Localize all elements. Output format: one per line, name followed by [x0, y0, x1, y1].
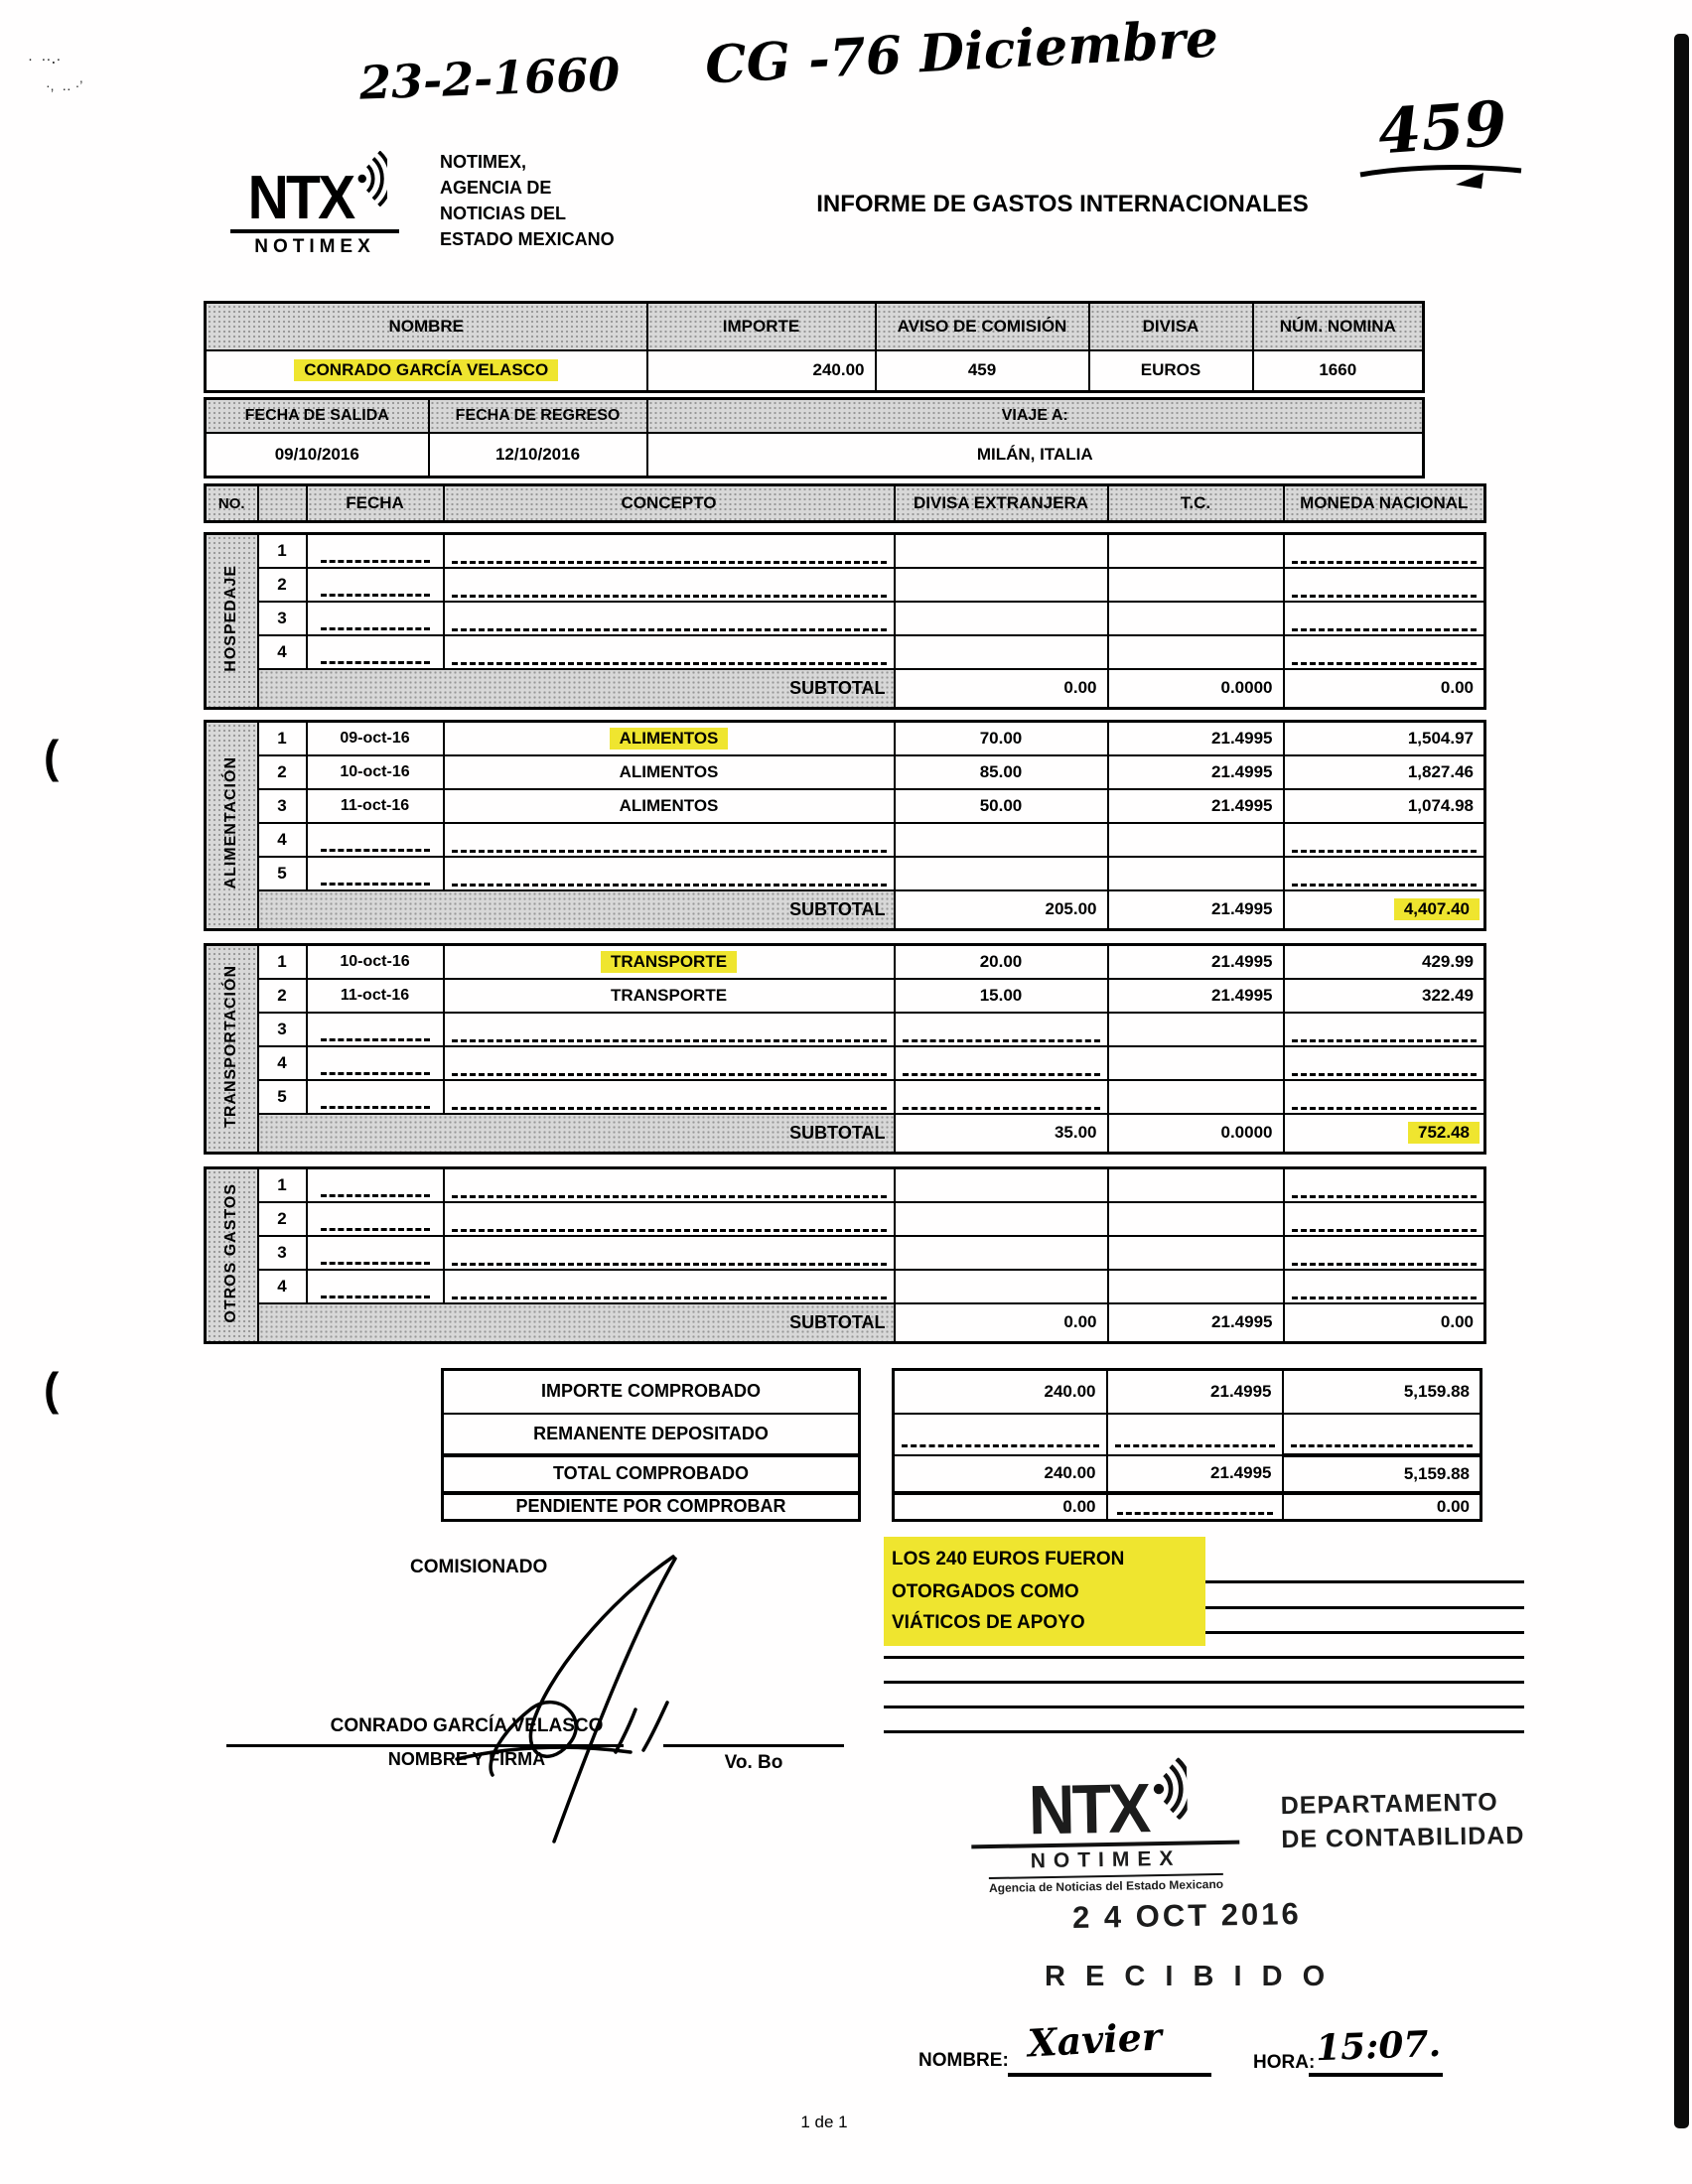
td-fecha: 09-oct-16: [307, 722, 444, 755]
td-concepto: [444, 1236, 895, 1270]
section-label: HOSPEDAJE: [206, 534, 258, 709]
summary-label: PENDIENTE POR COMPROBAR: [443, 1493, 860, 1521]
td-no: 1: [258, 945, 307, 979]
info-table: [204, 301, 1425, 393]
nombre-firma-caption: NOMBRE Y FIRMA: [387, 1749, 546, 1769]
td-fecha: [307, 1168, 444, 1202]
vobo-line: [663, 1744, 844, 1747]
summary-label: TOTAL COMPROBADO: [443, 1455, 860, 1493]
td-moneda: [1284, 823, 1485, 857]
summary-moneda: 5,159.88: [1283, 1455, 1481, 1493]
summary-tc: 21.4995: [1107, 1455, 1283, 1493]
td-concepto: [444, 823, 895, 857]
td-divisa: [895, 857, 1108, 890]
subtotal-label: SUBTOTAL: [258, 669, 895, 709]
subtotal-divisa: 205.00: [895, 890, 1108, 930]
section-label: OTROS GASTOS: [206, 1168, 258, 1343]
scan-paren-mark: (: [44, 1363, 60, 1415]
subtotal-label: SUBTOTAL: [258, 890, 895, 930]
td-tc: [1108, 568, 1284, 602]
td-concepto: [444, 1013, 895, 1046]
td-no: 2: [258, 979, 307, 1013]
section-label: ALIMENTACIÓN: [206, 722, 258, 930]
info-nombre: [206, 350, 647, 392]
subtotal-label: SUBTOTAL: [258, 1114, 895, 1154]
td-concepto: [444, 568, 895, 602]
ntx-logo-name: NOTIMEX: [230, 229, 399, 258]
info-header-nomina: NÚM. NOMINA: [1253, 303, 1424, 350]
highlighted-concepto: TRANSPORTE: [601, 951, 737, 973]
td-concepto: [444, 857, 895, 890]
note-area: [884, 1537, 1524, 1745]
subtotal-divisa: 35.00: [895, 1114, 1108, 1154]
td-tc: 21.4995: [1108, 755, 1284, 789]
td-moneda: 1,074.98: [1284, 789, 1485, 823]
info-header-nombre: NOMBRE: [206, 303, 647, 350]
td-fecha: [307, 635, 444, 669]
ntx-logo-tagline: Agencia de Noticias del Estado Mexicano: [989, 1873, 1223, 1895]
expense-header-row: [204, 483, 1486, 523]
received-nombre-line: [1008, 2073, 1211, 2077]
department-line2: DE CONTABILIDAD: [1281, 1821, 1525, 1854]
arrow-underline: [1356, 159, 1535, 195]
td-tc: [1108, 1046, 1284, 1080]
td-tc: [1108, 602, 1284, 635]
td-concepto: [444, 1080, 895, 1114]
vobo-label: Vo. Bo: [724, 1752, 783, 1773]
td-no: 3: [258, 1236, 307, 1270]
subtotal-label: SUBTOTAL: [258, 1303, 895, 1343]
col-header-no: NO.: [206, 485, 258, 522]
col-header-tc: T.C.: [1108, 485, 1284, 522]
td-moneda: [1284, 534, 1485, 568]
td-fecha: 11-oct-16: [307, 979, 444, 1013]
td-tc: [1108, 857, 1284, 890]
td-no: 1: [258, 534, 307, 568]
td-fecha: [307, 1202, 444, 1236]
td-concepto: [444, 1168, 895, 1202]
summary-tc: [1107, 1493, 1283, 1521]
trip-header-regreso: FECHA DE REGRESO: [429, 399, 647, 433]
td-concepto: ALIMENTOS: [444, 789, 895, 823]
trip-salida: 09/10/2016: [206, 433, 429, 478]
ntx-logo-text: NTX: [247, 164, 352, 232]
page-number: 1 de 1: [800, 2113, 848, 2131]
info-header-aviso: AVISO DE COMISIÓN: [876, 303, 1089, 350]
highlighted-concepto: ALIMENTOS: [610, 728, 729, 750]
subtotal-divisa: 0.00: [895, 669, 1108, 709]
col-header-fecha: FECHA: [307, 485, 444, 522]
td-divisa: [895, 1046, 1108, 1080]
td-concepto: [444, 534, 895, 568]
received-hora-value: 15:07.: [1315, 2022, 1442, 2070]
td-no: 3: [258, 1013, 307, 1046]
section-otros-gastos: [204, 1166, 1486, 1344]
trip-viaje: MILÁN, ITALIA: [647, 433, 1424, 478]
summary-divisa: 240.00: [894, 1370, 1107, 1414]
subtotal-tc: 0.0000: [1108, 669, 1284, 709]
td-concepto: [444, 1202, 895, 1236]
td-divisa: [895, 635, 1108, 669]
td-tc: [1108, 534, 1284, 568]
col-header-divisa: DIVISA EXTRANJERA: [895, 485, 1108, 522]
td-fecha: [307, 1270, 444, 1303]
section-label: TRANSPORTACIÓN: [206, 945, 258, 1154]
td-no: 3: [258, 602, 307, 635]
td-moneda: [1284, 1168, 1485, 1202]
td-moneda: [1284, 1080, 1485, 1114]
td-concepto: [444, 635, 895, 669]
ntx-logo-name: NOTIMEX: [971, 1841, 1239, 1875]
td-moneda: 429.99: [1284, 945, 1485, 979]
td-no: 5: [258, 1080, 307, 1114]
signer-name: CONRADO GARCÍA VELASCO: [330, 1715, 604, 1736]
td-no: 4: [258, 635, 307, 669]
td-divisa: [895, 1168, 1108, 1202]
td-divisa: [895, 1080, 1108, 1114]
td-divisa: [895, 1270, 1108, 1303]
td-concepto: ALIMENTOS: [444, 755, 895, 789]
td-tc: [1108, 1013, 1284, 1046]
td-divisa: [895, 602, 1108, 635]
td-no: 4: [258, 1046, 307, 1080]
td-no: 2: [258, 755, 307, 789]
summary-tc: 21.4995: [1107, 1370, 1283, 1414]
ntx-logo-text: NTX: [1027, 1769, 1149, 1849]
td-moneda: [1284, 1202, 1485, 1236]
td-fecha: [307, 1080, 444, 1114]
notimex-stamp-logo: [940, 1756, 1270, 1898]
trip-regreso: 12/10/2016: [429, 433, 647, 478]
section-alimentacion: [204, 720, 1486, 931]
td-concepto: [444, 1046, 895, 1080]
note-line1: LOS 240 EUROS FUERON OTORGADOS COMO: [892, 1549, 1125, 1602]
received-hora-line: [1309, 2073, 1443, 2077]
summary-tc: [1107, 1414, 1283, 1455]
info-nomina: 1660: [1253, 350, 1424, 392]
td-moneda: [1284, 1236, 1485, 1270]
td-no: 1: [258, 722, 307, 755]
org-line: NOTICIAS DEL: [440, 204, 567, 223]
td-no: 3: [258, 789, 307, 823]
td-tc: [1108, 1202, 1284, 1236]
td-divisa: 15.00: [895, 979, 1108, 1013]
subtotal-tc: 21.4995: [1108, 1303, 1284, 1343]
section-hospedaje: [204, 532, 1486, 710]
td-moneda: [1284, 857, 1485, 890]
highlighted-subtotal: 752.48: [1408, 1122, 1480, 1144]
recibido-stamp: R E C I B I D O: [1045, 1961, 1332, 1992]
td-tc: 21.4995: [1108, 945, 1284, 979]
trip-header-viaje: VIAJE A:: [647, 399, 1424, 433]
td-moneda: [1284, 1013, 1485, 1046]
td-concepto: [444, 602, 895, 635]
td-tc: [1108, 1236, 1284, 1270]
td-concepto: [444, 945, 895, 979]
td-divisa: [895, 534, 1108, 568]
handwriting-cg: CG -76 Diciembre: [703, 8, 1220, 96]
td-tc: [1108, 1080, 1284, 1114]
ntx-waves-icon: [1152, 1758, 1187, 1821]
summary-divisa: 0.00: [894, 1493, 1107, 1521]
td-concepto: [444, 722, 895, 755]
highlighted-name: CONRADO GARCÍA VELASCO: [294, 359, 558, 381]
scan-speck: ·, ․․ ·’: [46, 77, 83, 93]
td-divisa: 50.00: [895, 789, 1108, 823]
subtotal-moneda: 0.00: [1284, 1303, 1485, 1343]
summary-label: IMPORTE COMPROBADO: [443, 1370, 860, 1414]
comisionado-label: COMISIONADO: [410, 1557, 548, 1577]
scan-speck: · ··․·: [28, 51, 62, 68]
td-fecha: 11-oct-16: [307, 789, 444, 823]
subtotal-tc: 0.0000: [1108, 1114, 1284, 1154]
subtotal-moneda: [1284, 1114, 1485, 1154]
col-header-blank: [258, 485, 307, 522]
summary-values: [892, 1368, 1482, 1522]
scan-paren-mark: (: [44, 731, 60, 782]
td-divisa: [895, 1236, 1108, 1270]
td-fecha: [307, 602, 444, 635]
handwriting-folio: 23-2-1660: [358, 47, 622, 110]
td-no: 5: [258, 857, 307, 890]
td-divisa: [895, 1202, 1108, 1236]
page-title: INFORME DE GASTOS INTERNACIONALES: [816, 191, 1309, 217]
notimex-logo: [230, 151, 399, 258]
td-fecha: [307, 568, 444, 602]
td-divisa: [895, 823, 1108, 857]
td-tc: 21.4995: [1108, 979, 1284, 1013]
td-divisa: [895, 568, 1108, 602]
td-no: 2: [258, 1202, 307, 1236]
org-line: ESTADO MEXICANO: [440, 229, 615, 249]
subtotal-tc: 21.4995: [1108, 890, 1284, 930]
td-concepto: [444, 1270, 895, 1303]
department-line1: DEPARTAMENTO: [1280, 1788, 1498, 1821]
td-moneda: [1284, 602, 1485, 635]
td-moneda: [1284, 1270, 1485, 1303]
td-no: 4: [258, 823, 307, 857]
td-fecha: 10-oct-16: [307, 755, 444, 789]
td-fecha: [307, 534, 444, 568]
ntx-waves-icon: [357, 151, 387, 206]
td-fecha: [307, 857, 444, 890]
col-header-concepto: CONCEPTO: [444, 485, 895, 522]
highlighted-note: [884, 1537, 1205, 1646]
td-no: 4: [258, 1270, 307, 1303]
subtotal-moneda: 0.00: [1284, 669, 1485, 709]
info-header-divisa: DIVISA: [1089, 303, 1253, 350]
td-divisa: 85.00: [895, 755, 1108, 789]
td-concepto: TRANSPORTE: [444, 979, 895, 1013]
received-hora-label: HORA:: [1253, 2052, 1316, 2073]
subtotal-moneda: [1284, 890, 1485, 930]
handwriting-459: 459: [1375, 86, 1509, 169]
td-divisa: [895, 1013, 1108, 1046]
org-name-block: [440, 149, 615, 252]
date-stamp: 2 4 OCT 2016: [1071, 1895, 1302, 1936]
col-header-moneda: MONEDA NACIONAL: [1284, 485, 1485, 522]
td-tc: [1108, 1270, 1284, 1303]
received-nombre-label: NOMBRE:: [918, 2050, 1009, 2071]
td-tc: [1108, 635, 1284, 669]
signature-stroke: [437, 1549, 715, 1846]
td-tc: 21.4995: [1108, 789, 1284, 823]
summary-moneda: [1283, 1414, 1481, 1455]
summary-divisa: 240.00: [894, 1455, 1107, 1493]
scan-edge-strip: [1674, 34, 1689, 2128]
td-fecha: [307, 823, 444, 857]
info-divisa: EUROS: [1089, 350, 1253, 392]
td-moneda: [1284, 1046, 1485, 1080]
department-stamp: [1280, 1785, 1524, 1856]
subtotal-divisa: 0.00: [895, 1303, 1108, 1343]
summary-moneda: 5,159.88: [1283, 1370, 1481, 1414]
info-header-importe: IMPORTE: [647, 303, 876, 350]
td-fecha: [307, 1046, 444, 1080]
td-tc: [1108, 823, 1284, 857]
summary-label: REMANENTE DEPOSITADO: [443, 1414, 860, 1455]
td-moneda: [1284, 568, 1485, 602]
summary-labels: [441, 1368, 861, 1522]
signature-line: [226, 1744, 624, 1747]
td-divisa: 20.00: [895, 945, 1108, 979]
note-line2: VIÁTICOS DE APOYO: [892, 1612, 1085, 1633]
expense-table: [204, 483, 1483, 1344]
td-moneda: 1,827.46: [1284, 755, 1485, 789]
trip-header-salida: FECHA DE SALIDA: [206, 399, 429, 433]
td-tc: 21.4995: [1108, 722, 1284, 755]
section-transportacion: [204, 943, 1486, 1155]
org-line: NOTIMEX,: [440, 152, 527, 172]
summary-divisa: [894, 1414, 1107, 1455]
td-moneda: 322.49: [1284, 979, 1485, 1013]
info-aviso: 459: [876, 350, 1089, 392]
td-fecha: [307, 1013, 444, 1046]
info-importe: 240.00: [647, 350, 876, 392]
td-moneda: 1,504.97: [1284, 722, 1485, 755]
trip-table: [204, 397, 1425, 478]
td-no: 1: [258, 1168, 307, 1202]
received-nombre-value: Xavier: [1026, 2013, 1163, 2066]
td-fecha: 10-oct-16: [307, 945, 444, 979]
td-divisa: 70.00: [895, 722, 1108, 755]
summary-moneda: 0.00: [1283, 1493, 1481, 1521]
td-moneda: [1284, 635, 1485, 669]
td-fecha: [307, 1236, 444, 1270]
td-tc: [1108, 1168, 1284, 1202]
td-no: 2: [258, 568, 307, 602]
org-line: AGENCIA DE: [440, 178, 552, 198]
highlighted-subtotal: 4,407.40: [1394, 898, 1480, 920]
